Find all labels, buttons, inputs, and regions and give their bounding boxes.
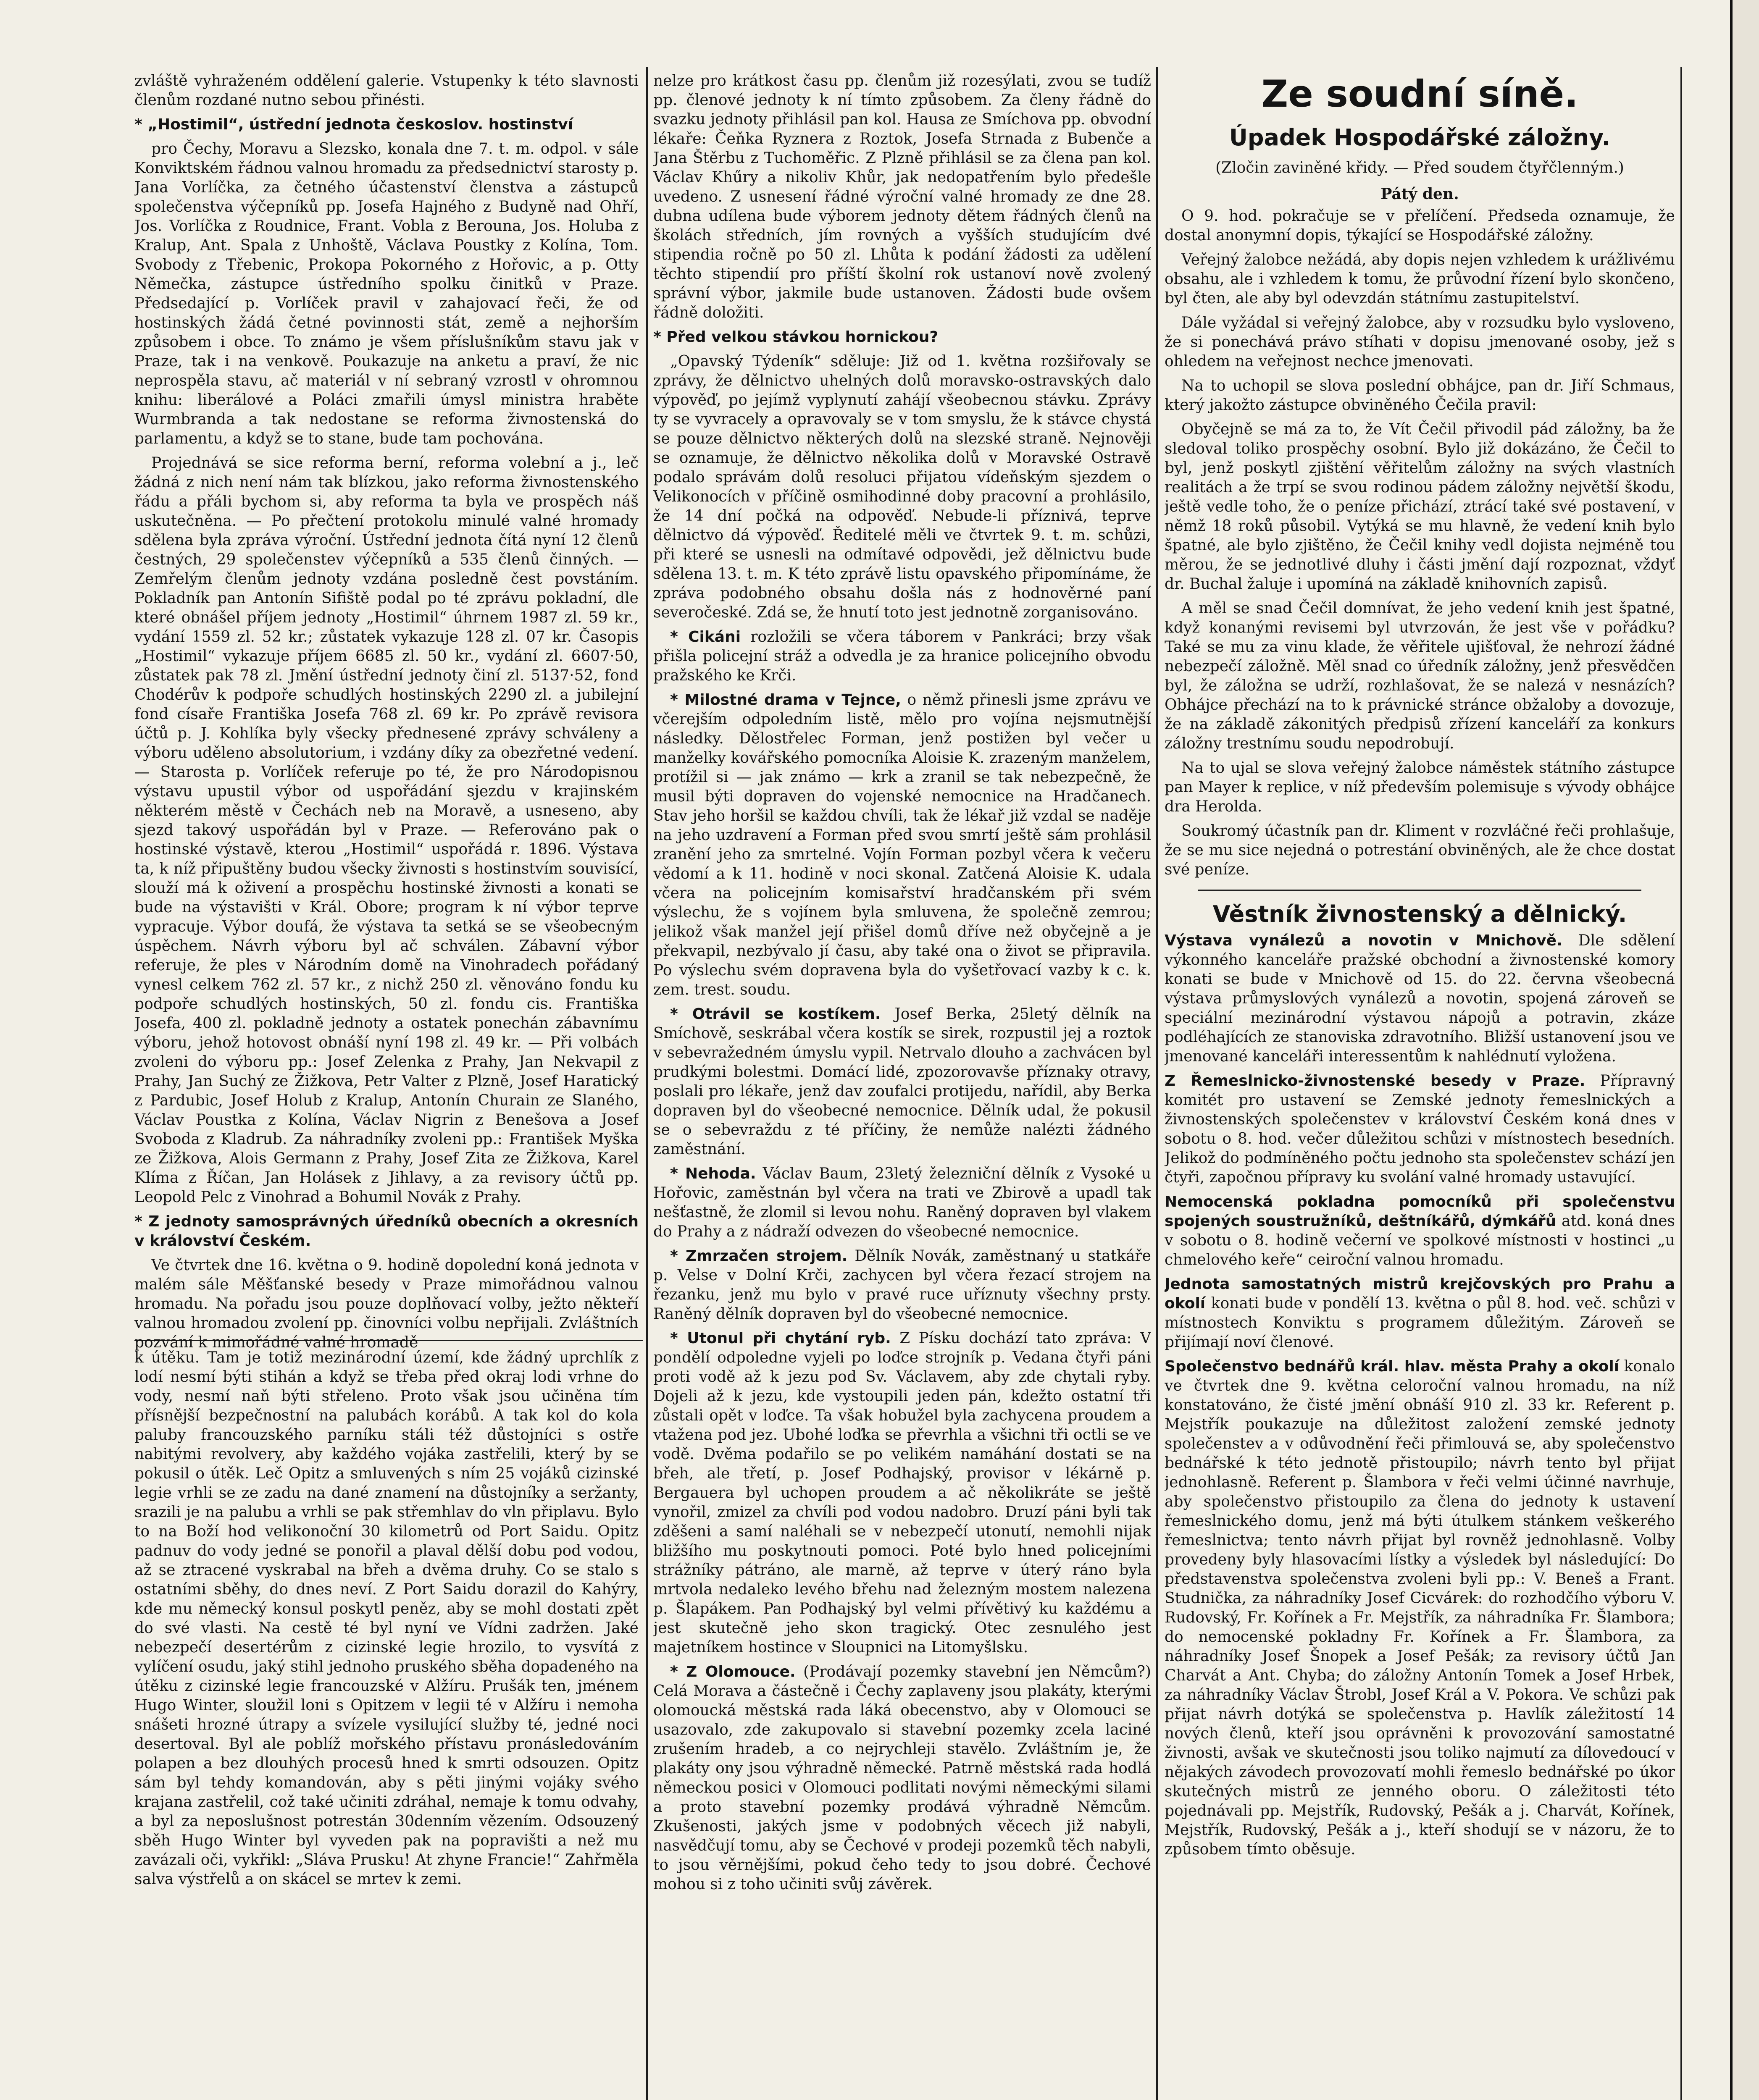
col2-paragraph: Josef Berka, 25letý dělník na Smíchově, seskrábal včera kostík se sirek, rozpustil jej a roztok v sebevražedném úmyslu vypil. Netrvalo dlouho a zachvácen byl prudkými bolestmi. Domácí lidé, zpozorovavše příznaky otravy, poslali pro lékaře, jenž dav zoufalci protijedu, nařídil, aby Berka dopraven byl do všeobecné nemocnice. Dělník udal, že pokusil se o sebevraždu z té příčiny, že nemůže nalézti žádného zaměstnání. xyxy=(653,1005,1151,1158)
col3-paragraph: Přípravný komitét pro ustavení se Zemské jednoty řemeslnických a živnostenských společenstev v království Českém koná dnes v sobotu o 8. hod. večer důležitou schůzi v místnostech besedních. Jelikož do podmíněného počtu jednoho sta společenstev schází jen čtyři, započnou přípravy ku svolání valné hromady ustavující. xyxy=(1165,1072,1675,1186)
col3-paragraph: Dále vyžádal si veřejný žalobce, aby v rozsudku bylo vysloveno, že si ponechává právo stíhati v dopisu jmenované osoby, jež s ohledem na veřejnost nechce jmenovati. xyxy=(1165,314,1675,370)
col3-heading-vystava: Výstava vynálezů a novotin v Mnichově. xyxy=(1165,932,1562,949)
col2-heading-otravil: * Otrávil se kostíkem. xyxy=(670,1005,881,1023)
column-rule-2 xyxy=(1156,67,1158,2100)
adjacent-page-bleed xyxy=(1733,0,1759,2100)
col3-paragraph: O 9. hod. pokračuje se v přelíčení. Předseda oznamuje, že dostal anonymní dopis, týkající se Hospodářské záložny. xyxy=(1165,207,1675,244)
column-3 xyxy=(1165,71,1675,2100)
col2-paragraph: Václav Baum, 23letý železniční dělník z Vysoké u Hořovic, zaměstnán byl včera na trati ve Zbirově a upadl tak nešťastně, že zlomil si levou nohu. Raněný dopraven byl vlakem do Prahy a z nádraží odvezen do všeobecné nemocnice. xyxy=(653,1165,1151,1240)
section-divider xyxy=(1198,890,1641,891)
col3-paragraph: atd. koná dnes v sobotu o 8. hodině večerní ve spolkové místnosti v hostinci „u chmelového keře“ ceiroční valnou hromadu. xyxy=(1165,1213,1675,1268)
col3-paragraph: Dle sdělení výkonného kanceláře pražské obchodní a živnostenské komory konati se bude v Mnichově od 15. do 22. června všeobecná výstava průmyslových vynálezů a novotin, spojená zároveň se speciální mezinárodní výstavou nápojů a potravin, zkáze podléhajících ze stanoviska zdravotního. Bližší ustanovení jsou ve jmenované kanceláři interessentům k nahlédnutí vyložena. xyxy=(1165,932,1675,1065)
column-rule-3 xyxy=(1680,67,1682,2100)
col2-paragraph: nelze pro krátkost času pp. členům již rozesýlati, zvou se tudíž pp. členové jednoty k ní tímto způsobem. Za členy řádně do svazku jednoty přihlásil pan kol. Hausa ze Smíchova pp. obvodní lékaře: Čeňka Ryznera z Roztok, Josefa Strnada z Bubenče a Jana Štěrbu z Tuchoměřic. Z Plzně přihlásil se za člena pan kol. Václav Khűry a nikoliv Khůr, jak nedopatřením bylo předešle uvedeno. Z usnesení řádné výroční valné hromady ze dne 28. dubna udílena bude výborem jednoty dětem řádných členů na školách středních, jím rovných a vyšších studujícím dvé stipendia ročně po 50 zl. Lhůta k podání žádosti za udělení těchto stipendií pro příští školní rok ustanoví nově zvolený správní výbor, jakmile bude ustanoven. Žádosti bude ovšem řádně doložiti. xyxy=(653,72,1151,321)
col2-paragraph: Z Písku dochází tato zpráva: V pondělí odpoledne vyjeli po loďce strojník p. Vedana čtyři páni proti vodě až k jezu pod Sv. Václavem, aby zde chytali ryby. Dojeli až k jezu, kde vystoupili jeden pán, kdežto ostatní tři zůstali opět v loďce. Ta však hobužel byla zachycena proudem a vtažena pod jez. Ubohé loďka se převrhla a všichni tři octli se ve vodě. Dvěma podařilo se po velikém namáhání dostati se na břeh, ale třetí, p. Josef Podhajský, provisor v lékárně p. Bergauera byl uchopen proudem a ač několikráte se ještě vynořil, zmizel za chvíli pod vodou nadobro. Druzí páni byli tak zděšeni a samí naléhali se v nebezpečí utonutí, nemohli nijak bližšího mu poskytnouti pomoci. Poté bylo hned policejními strážníky pátráno, ale marně, až teprve v úterý ráno byla mrtvola nedaleko levého břehu nad železným mostem nalezena p. Šlapákem. Pan Podhajský byl velmi přívětivý ku každému a jest skutečně jeho skon tragický. Otec zesnulého jest majetníkem hostince v Sloupnici na Litomyšlsku. xyxy=(653,1330,1151,1656)
col2-heading-utonul: * Utonul při chytání ryb. xyxy=(670,1330,891,1347)
col3-paragraph: Obyčejně se má za to, že Vít Čečil přivodil pád záložny, ba že sledoval toliko prospěchy osobní. Bylo již dokázáno, že Čečil to byl, jenž poskytl zjištění věřitelům záložny na svých vlastních realitách a že trpí se svou rodinou pádem záložny největší škodu, ještě vedle toho, že o peníze přichází, ztrácí také své postavení, v němž 18 roků působil. Vytýká se mu hlavně, že vedení knih bylo špatné, ale bylo zjištěno, že Čečil knihy vedl dojista nejméně tou měrou, že se jednotlivé dluhy i části jmění dají rozpoznat, vždyť dr. Buchal žaluje i upomíná na základě knihovních zapisů. xyxy=(1165,421,1675,593)
col3-heading-nemocenska: Nemocenská pokladna pomocníků při společenstvu spojených soustružníků, deštníkářů, dýmkářů xyxy=(1165,1193,1675,1230)
col1-heading-hostimil: * „Hostimil“, ústřední jednota českoslov. hostinství xyxy=(134,116,573,133)
section-title-vestnik: Věstník živnostenský a dělnický. xyxy=(1212,901,1627,927)
col1-heading-jednoty: * Z jednoty samosprávných úředníků obecních a okresních v království Českém. xyxy=(134,1213,639,1250)
col1-paragraph: Ve čtvrtek dne 16. května o 9. hodině dopolední koná jednota v malém sále Měšťanské besedy v Praze mimořádnou valnou hromadu. Na pořadu jsou pouze doplňovací volby, ježto někteří valnou hromadou zvolení pp. činovníci volbu nepřijali. Zvláštních pozvání k mimořádné valné hromadě xyxy=(134,1257,639,1351)
col2-paragraph: Dělník Novák, zaměstnaný u statkáře p. Velse v Dolní Krči, zachycen byl včera řezací strojem na řezanku, jenž mu bylo v pravé ruce uříznuty všechny prsty. Raněný dělník dopraven byl do všeobecné nemocnice. xyxy=(653,1247,1151,1323)
col2-heading-milostne: * Milostné drama v Tejnce, xyxy=(670,691,901,709)
article-subtitle: (Zločin zaviněné křidy. — Před soudem čtyřčlenným.) xyxy=(1215,159,1624,176)
col2-paragraph: (Prodávají pozemky stavební jen Němcům?) Celá Morava a částečně i Čechy zaplaveny jsou plakáty, kterými olomoucká městská rada láká obecenstvo, aby v Olomouci se usazovalo, zde zakupovalo si stavební pozemky zcela laciné zrušením hradeb, a co nejrychleji stavělo. Zvláštním je, že plakáty ony jsou výhradně německé. Patrně městská rada hodlá německou posici v Olomouci podlitati novými německými silami a proto stavební pozemky prodává výhradně Němcům. Zkušenosti, jakých jsme v podobných věcech již nabyli, nasvědčují tomu, aby se Čechové v prodeji pozemků těch nabyli, to jsou věrnějšími, pokud čeho tedy to jsou dobré. Čechové mohou si z toho učiniti svůj závěrek. xyxy=(653,1663,1151,1893)
col3-heading-beseda: Z Řemeslnicko-živnostenské besedy v Praze. xyxy=(1165,1072,1585,1089)
col2-heading-cikani: * Cikáni xyxy=(670,628,741,646)
col3-paragraph: A měl se snad Čečil domnívat, že jeho vedení knih jest špatné, když konanými revisemi byl utvrzován, že jest vše v pořádku? Také se mu za vinu klade, že věřitele ujišťoval, že nehrozí žádné nebezpečí záložně. Měl snad co úředník záložny, jenž přesvědčen byl, že záložna se udrží, rozhlašovat, že se nalezá v nesnázích? Obhájce přechází na to k právnické stránce obžaloby a dovozuje, že na základě zákonitých předpisů zřízení kanceláří za konkurs záložny trestnímu soudu nepodrobují. xyxy=(1165,600,1675,752)
col3-paragraph: konati bude v pondělí 13. května o půl 8. hod. več. schůzi v místnostech Konviktu s programem důležitým. Zároveň se přijímají noví členové. xyxy=(1165,1295,1675,1351)
section-title-court: Ze soudní síně. xyxy=(1261,72,1578,116)
col2-heading-stavka: * Před velkou stávkou hornickou? xyxy=(653,328,939,346)
col2-paragraph: o němž přinesli jsme zprávu ve včerejším odpoledním listě, mělo pro vojína nejsmutnější následky. Dělostřelec Forman, jenž postižen byl večer u manželky kovářského pomocníka Aloisie K. zrazeným manželem, protížil si — jak známo — krk a zranil se tak nebezpečně, že musil býti dopraven do vojenské nemocnice na Hradčanech. Stav jeho horšil se každou chvíli, tak že lékař již vzdal se naděje na jeho uzdravení a Forman před svou smrtí ještě sám prohlásil zranění jeho za smrtelné. Vojín Forman pozbyl včera k večeru vědomí a k 11. hodině v noci skonal. Zatčená Aloisie K. udala včera na policejním komisařství hradčanském při svém výslechu, že s vojínem byla smluvena, že společně zemrou; jelikož však manžel její přišel domů dříve než obyčejně a je překvapil, nezbývalo jí času, aby také ona o život se připravila. Po výslechu svém dopravena byla do vyšetřovací vazby k c. k. zem. trest. soudu. xyxy=(653,691,1151,998)
col1-paragraph-lower: k útěku. Tam je totiž mezinárodní území, kde žádný uprchlík z lodí nesmí býti stihán a když se třeba před okraj lodi vrhne do vody, nesmí naň býti střeleno. Proto však jsou učiněna tím přísnější bezpečnostní na palubách korábů. A tak kol do kola paluby francouzského parníku stáli též důstojníci s ostře nabitými revolvery, aby každého vojáka zastřelili, který by se pokusil o útěk. Leč Opitz a smluvených s ním 25 vojáků cizinské legie vrhli se ze zadu na dané znamení na důstojníky a seržanty, srazili je na palubu a vrhli se pak střemhlav do vln připlavu. Bylo to na Boží hod velikonoční 30 kilometrů od Port Saidu. Opitz padnuv do vody jedné se ponořil a plaval dělší dobu pod vodou, až se ztracené vyskrabal na břeh a dvěma druhy. Co se stalo s ostatními sběhy, do dnes neví. Z Port Saidu dorazil do Kahýry, kde mu německý konsul poskytl peněz, aby se mohl dostati zpět do své vlasti. Na cestě té byl nyní ve Vídni zadržen. Jaké nebezpečí desertérům z cizinské legie hrozilo, to vysvítá z vylíčení osudu, jaký stihl jednoho pruského sběha dopadeného na útěku z cizinské legie francouzské v Alžíru. Prušák ten, jménem Hugo Winter, sloužil loni s Opitzem v legii té v Alžíru i nemoha snášeti hrozné útrapy a svízele vysilující služby té, jedné noci desertoval. Byl ale poblíž mořského přístavu pronásledováním polapen a bez dlouhých procesů hned k smrti odsouzen. Opitz sám byl tehdy komandován, aby s pěti jinými vojáky svého krajana zastřelil, což také učiniti zdráhal, nemaje k tomu odvahy, a byl za neposlušnost potrestán 30denním vězením. Odsouzený sběh Hugo Winter byl vyveden pak na popravišti a než mu zavázali oči, vykřikl: „Sláva Prusku! At zhyne Francie!“ Zahřměla salva výstřelů a on skácel se mrtev k zemi. xyxy=(134,1349,639,1888)
col1-paragraph: Projednává se sice reforma berní, reforma volební a j., leč žádná z nich není nám tak blízkou, jako reforma živnostenského řádu a přáli bychom si, aby reforma ta byla ve prospěch náš uskutečněna. — Po přečtení protokolu minulé valné hromady sdělena byla zpráva výroční. Ústřední jednota čítá nyní 12 členů čestných, 29 společenstev výčepníků a 535 členů činných. — Zemřelým členům jednoty vzdána posledně čest povstáním. Pokladník pan Antonín Sifiště podal po té zprávu pokladní, dle které obnášel příjem jednoty „Hostimil“ úhrnem 1987 zl. 59 kr., vydání 1559 zl. 52 kr.; zůstatek vykazuje 128 zl. 07 kr. Časopis „Hostimil“ vykazuje příjem 6685 zl. 50 kr., vydání zl. 6607·50, zůstatek pak 78 zl. Jmění ústřední jednoty činí zl. 5137·52, fond Chodérův k podpoře schudlých hostinských 2290 zl. a jubilejní fond císaře Františka Josefa 768 zl. 69 kr. Po zprávě revisora účtů p. J. Kohlíka byly všecky přednesené zprávy schváleny a výboru uděleno absolutorium, i vzdány díky za obezřetné vedení. — Starosta p. Vorlíček referuje po té, že pro Národopisnou výstavu upustil výbor od uspořádání sjezdu v krajinském některém městě v Čechách neb na Moravě, a usneseno, aby sjezd takový uspořádán byl v Praze. — Referováno pak o hostinské výstavě, kterou „Hostimil“ uspořádá r. 1896. Výstava ta, k níž připuštěny budou všecky živnosti s hostinstvím souvisící, slouží má k oživení a prospěchu hostinské živnosti a konati se bude na výstavišti v Král. Obore; program k ní výbor teprve vypracuje. Výbor doufá, že výstava ta setká se se všeobecným úspěchem. Návrh výboru byl ač schválen. Zábavní výbor referuje, že ples v Národním domě na Vinohradech pořádaný vynesl celkem 762 zl. 57 kr., z nichž 250 zl. věnováno fondu ku podpoře schudlých hostinských, 50 zl. fondu cis. Františka Josefa, 400 zl. pokladně jednoty a ostatek ponechán zábavnímu výboru, jehož hotovost obnáší nyní 198 zl. 49 kr. — Při volbách zvoleni do výboru pp.: Josef Zelenka z Prahy, Jan Nekvapil z Prahy, Jan Suchý ze Žižkova, Petr Valter z Plzně, Josef Haratický z Pardubic, Josef Holub z Kralup, Antonín Churain ze Slaného, Václav Poustka z Kolína, Václav Nigrin z Benešova a Josef Svoboda z Kladrub. Za náhradníky zvoleni pp.: František Myška ze Žižkova, Alois Germann z Prahy, Josef Zita ze Žižkova, Karel Klíma z Říčan, Jan Holásek z Jihlavy, a za revisory účtů pp. Leopold Pelc z Vinohrad a Bohumil Novák z Prahy. xyxy=(134,454,639,1206)
col2-heading-zmrzacen: * Zmrzačen strojem. xyxy=(670,1247,848,1265)
col1-paragraph: zvláště vyhraženém oddělení galerie. Vstupenky k této slavnosti členům rozdané nutno sebou přinésti. xyxy=(134,72,639,109)
article-day: Pátý den. xyxy=(1380,185,1459,203)
col2-paragraph: „Opavský Týdeník“ sděluje: Již od 1. května rozšiřovaly se zprávy, že dělnictvo uhelných dolů moravsko-ostravských dalo výpověď, po jejímž vyplynutí zahájí všeobecnou stávku. Zprávy ty se vyvracely a opravovaly se v tom smyslu, že k stávce chystá se pouze dělnictvo některých dolů na slezské straně. Nejnověji se oznamuje, že dělnictvo několika dolů v Moravské Ostravě podalo správám dolů resoluci přijatou vídeňským sjezdem o Velikonocích v příčině osmihodinné doby pracovní a prohlásilo, že 14 dní počká na odpověď. Nebude-li příznivá, teprve dělnictvo dá výpověď. Ředitelé měli ve čtvrtek 9. t. m. schůzi, při které se usnesli na odmítavé odpovědi, jež dělnictvu bude sdělena 13. t. m. K této zprávě listu opavského připomínáme, že zpráva podobného obsahu došla nás z hodnověrné paní severočeské. Zdá se, že hnutí toto jest jednotně zorganisováno. xyxy=(653,353,1151,621)
col2-heading-nehoda: * Nehoda. xyxy=(670,1165,756,1182)
col3-paragraph: Veřejný žalobce nežádá, aby dopis nejen vzhledem k urážlivému obsahu, ale i vzhledem k tomu, že průvodní řízení bylo skončeno, byl čten, ale aby byl odevzdán státnímu zastupitelství. xyxy=(1165,251,1675,307)
col3-paragraph: Na to uchopil se slova poslední obhájce, pan dr. Jiří Schmaus, který jakožto zástupce obviněného Čečila pravil: xyxy=(1165,377,1675,414)
article-title-bankruptcy: Úpadek Hospodářské záložny. xyxy=(1229,124,1610,151)
column-1-lower xyxy=(134,1348,639,2100)
col3-heading-bednaru: Společenstvo bednářů král. hlav. města Prahy a okolí xyxy=(1165,1358,1620,1375)
col3-heading-jednota: Jednota samostatných mistrů krejčovských pro Prahu a okolí xyxy=(1165,1276,1675,1312)
col3-paragraph: konalo ve čtvrtek dne 9. května celoroční valnou hromadu, na níž konstatováno, že čisté jmění obnáší 910 zl. 33 kr. Referent p. Mejstřík poukazuje na důležitost založení zemské jednoty společenstev a v odůvodnění řeči přimlouvá se, aby společenstvo bednářské k této jednotě přistoupilo; návrh tento byl přijat jednohlasně. Referent p. Šlambora v řeči velmi účinné navrhuje, aby společenstvo přistoupilo za člena do jednoty k ustavení řemeslnického domu, jenž má býti útulkem stánkem veškerého řemeslnictva; tento návrh přijat byl rovněž jednohlasně. Volby provedeny byly hlasovacími lístky a výsledek byl následující: Do představenstva společenstva zvoleni byli pp.: V. Beneš a Frant. Studnička, za náhradníky Josef Cicvárek: do rozhodčího výboru V. Rudovský, Fr. Kořínek a Fr. Mejstřík, za náhradníka Fr. Šlambora; do nemocenské pokladny Fr. Kořínek a Fr. Šlambora, za náhradníky Josef Šnopek a Josef Pešák; za revisory účtů Jan Charvát a Ant. Chyba; do záložny Antonín Tomek a Josef Hrbek, za náhradníky Václav Štrobl, Josef Král a V. Pokora. Ve schůzi pak přijat návrh dotýká se společenstva p. Havlík záležitostí 14 nových členů, kteří jsou oprávněni k provozování samostatné živnosti, avšak ve skutečnosti jsou toliko najmutí za dílovedoucí v nějakých závodech provozovatí mohli řemeslo bednářské po úkor skutečných mistrů ze jenného oboru. O záležitosti této pojednávali pp. Mejstřík, Rudovský, Pešák a j. Charvát, Kořínek, Mejstřík, Rudovský, Pešák a j., kteří shodují se v názoru, že to způsobem tímto oběsuje. xyxy=(1165,1358,1675,1858)
col2-paragraph: rozložili se včera táborem v Pankráci; brzy však přišla policejní stráž a odvedla je za hranice policejního obvodu pražského ke Krči. xyxy=(653,628,1151,684)
column-2 xyxy=(653,71,1151,2100)
column-rule-1 xyxy=(646,67,648,2100)
page-edge-rule xyxy=(1730,0,1733,2100)
col2-heading-olomouc: * Z Olomouce. xyxy=(670,1663,796,1680)
col3-paragraph: Na to ujal se slova veřejný žalobce náměstek státního zástupce pan Mayer k replice, v níž především polemisuje s vývody obhájce dra Herolda. xyxy=(1165,759,1675,815)
col1-paragraph: pro Čechy, Moravu a Slezsko, konala dne 7. t. m. odpol. v sále Konviktském řádnou valnou hromadu za předsednictví starosty p. Jana Vorlíčka, za četného účastenství členstva a zástupců společenstva výčepníků pp. Josefa Hajného z Budyně nad Ohří, Jos. Vorlíčka z Roudnice, Frant. Vobla z Berouna, Jos. Holuba z Kralup, Ant. Spala z Unhoště, Václava Poustky z Kolína, Tom. Svobody z Třebenic, Prokopa Pokorného z Hořovic, a p. Otty Němečka, zástupce ústředního spolku činitků v Praze. Předsedající p. Vorlíček pravil v zahajovací řeči, že od hostinských žádá četné povinnosti stát, země a nejhorším způsobem i obce. To známo je všem příslušníkům stavu jak v Praze, tak i na venkově. Poukazuje na anketu a praví, že nic neprospěla stavu, ač materiál v ní sebraný vzrostl v ohromnou knihu: liberálové a Poláci zmařili úmysl ministra hraběte Wurmbranda a tak nedostane se reforma živnostenská do parlamentu, a když se to stane, bude tam pochována. xyxy=(134,140,639,447)
col3-paragraph: Soukromý účastník pan dr. Kliment v rozvláčné řeči prohlašuje, že se mu sice nejedná o potrestání obviněných, ale že chce dostat své peníze. xyxy=(1165,822,1675,878)
